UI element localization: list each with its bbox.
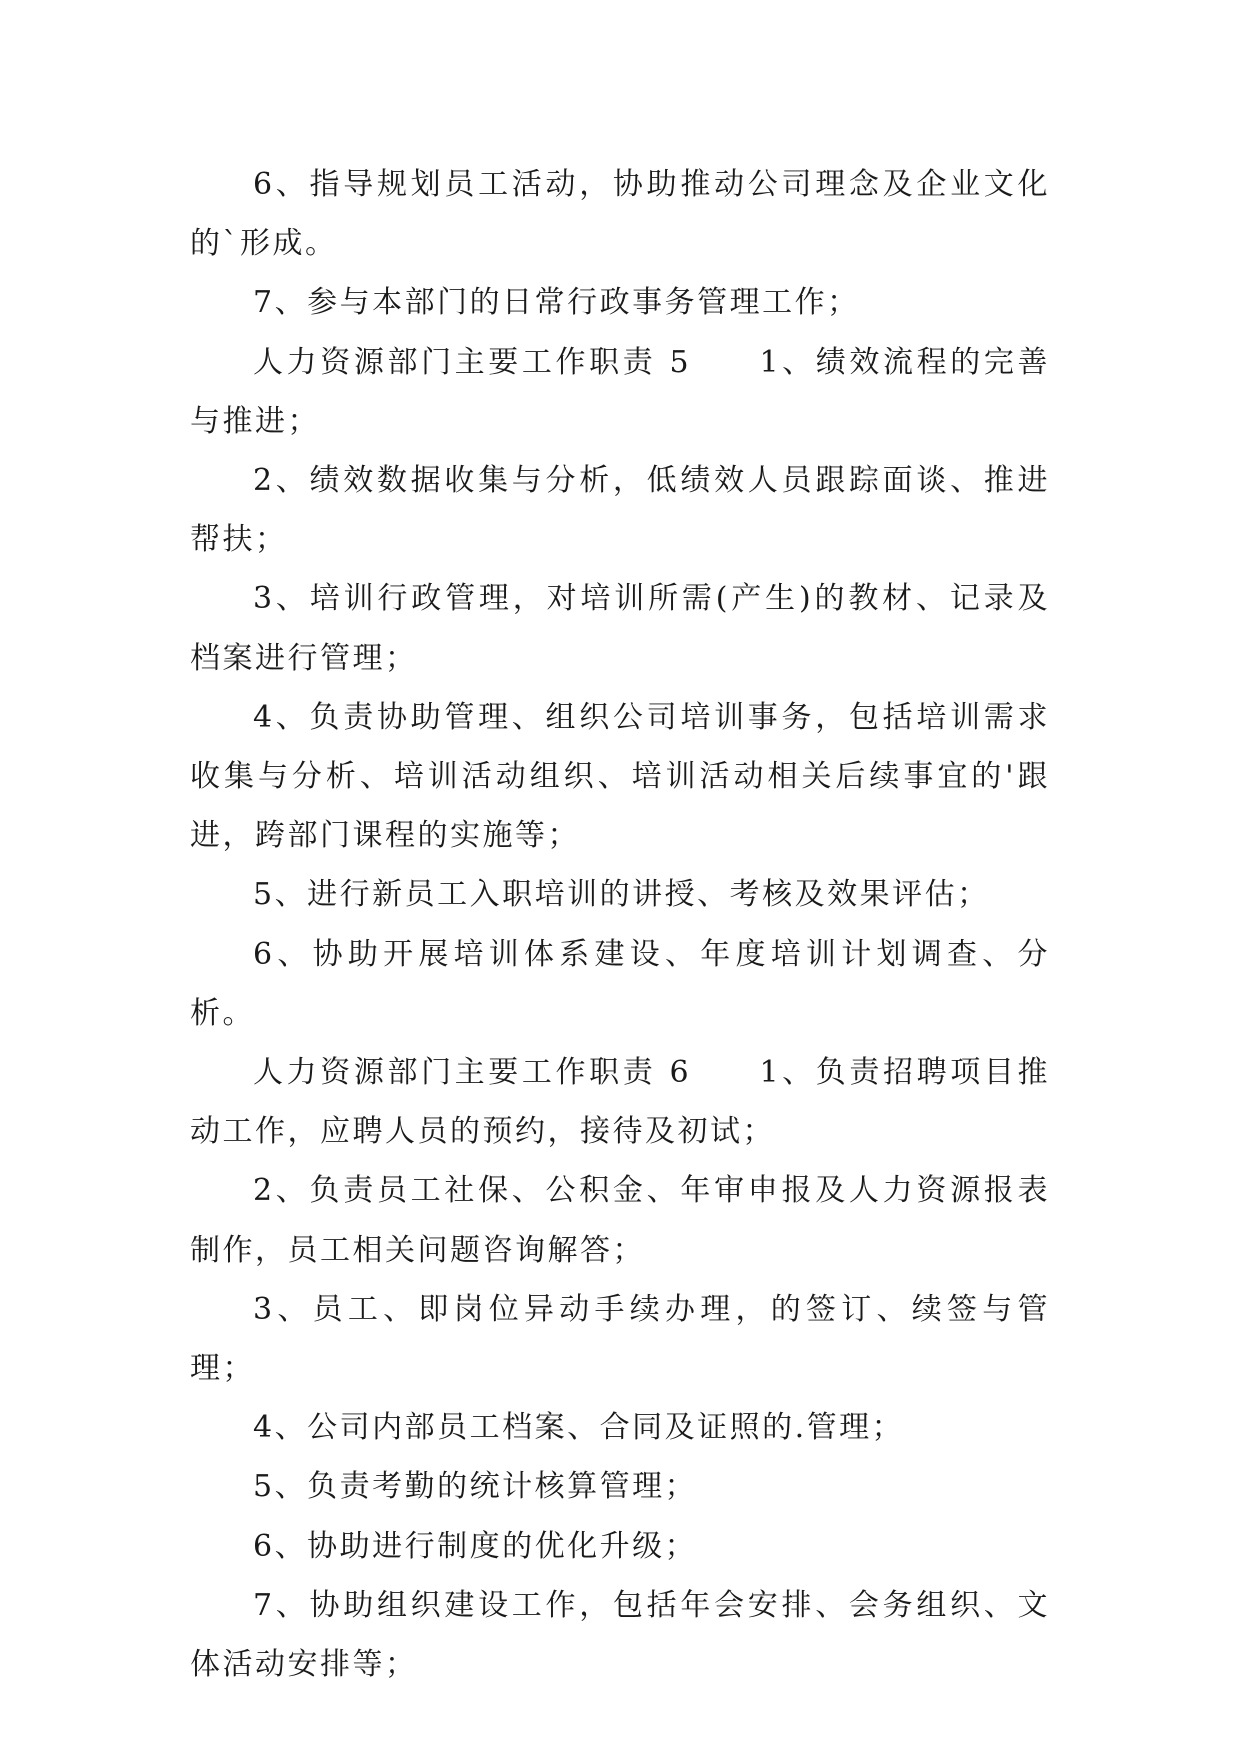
paragraph: 6、协助开展培训体系建设、年度培训计划调查、分析。 xyxy=(190,936,1050,1031)
paragraph: 3、培训行政管理，对培训所需(产生)的教材、记录及档案进行管理； xyxy=(190,581,1050,676)
paragraph: 6、协助进行制度的优化升级； xyxy=(253,1528,698,1564)
paragraph: 2、绩效数据收集与分析，低绩效人员跟踪面谈、推进帮扶； xyxy=(190,463,1050,558)
paragraph: 3、员工、即岗位异动手续办理，的签订、续签与管理； xyxy=(190,1291,1050,1387)
paragraph: 4、公司内部员工档案、合同及证照的.管理； xyxy=(253,1410,905,1446)
paragraph: 5、进行新员工入职培训的讲授、考核及效果评估； xyxy=(253,877,990,913)
paragraph: 5、负责考勤的统计核算管理； xyxy=(253,1469,698,1505)
paragraph: 7、参与本部门的日常行政事务管理工作； xyxy=(253,285,860,321)
paragraph: 6、指导规划员工活动，协助推动公司理念及企业文化的`形成。 xyxy=(190,167,1050,262)
document-body xyxy=(190,155,1050,1694)
paragraph: 7、协助组织建设工作，包括年会安排、会务组织、文体活动安排等； xyxy=(190,1587,1050,1683)
paragraph: 人力资源部门主要工作职责 6 1、负责招聘项目推动工作，应聘人员的预约，接待及初试； xyxy=(190,1055,1050,1150)
paragraph: 4、负责协助管理、组织公司培训事务，包括培训需求收集与分析、培训活动组织、培训活动相关后续事宜的'跟进，跨部门课程的实施等； xyxy=(190,699,1050,854)
paragraph: 人力资源部门主要工作职责 5 1、绩效流程的完善与推进； xyxy=(190,344,1050,439)
paragraph: 2、负责员工社保、公积金、年审申报及人力资源报表制作，员工相关问题咨询解答； xyxy=(190,1173,1050,1268)
